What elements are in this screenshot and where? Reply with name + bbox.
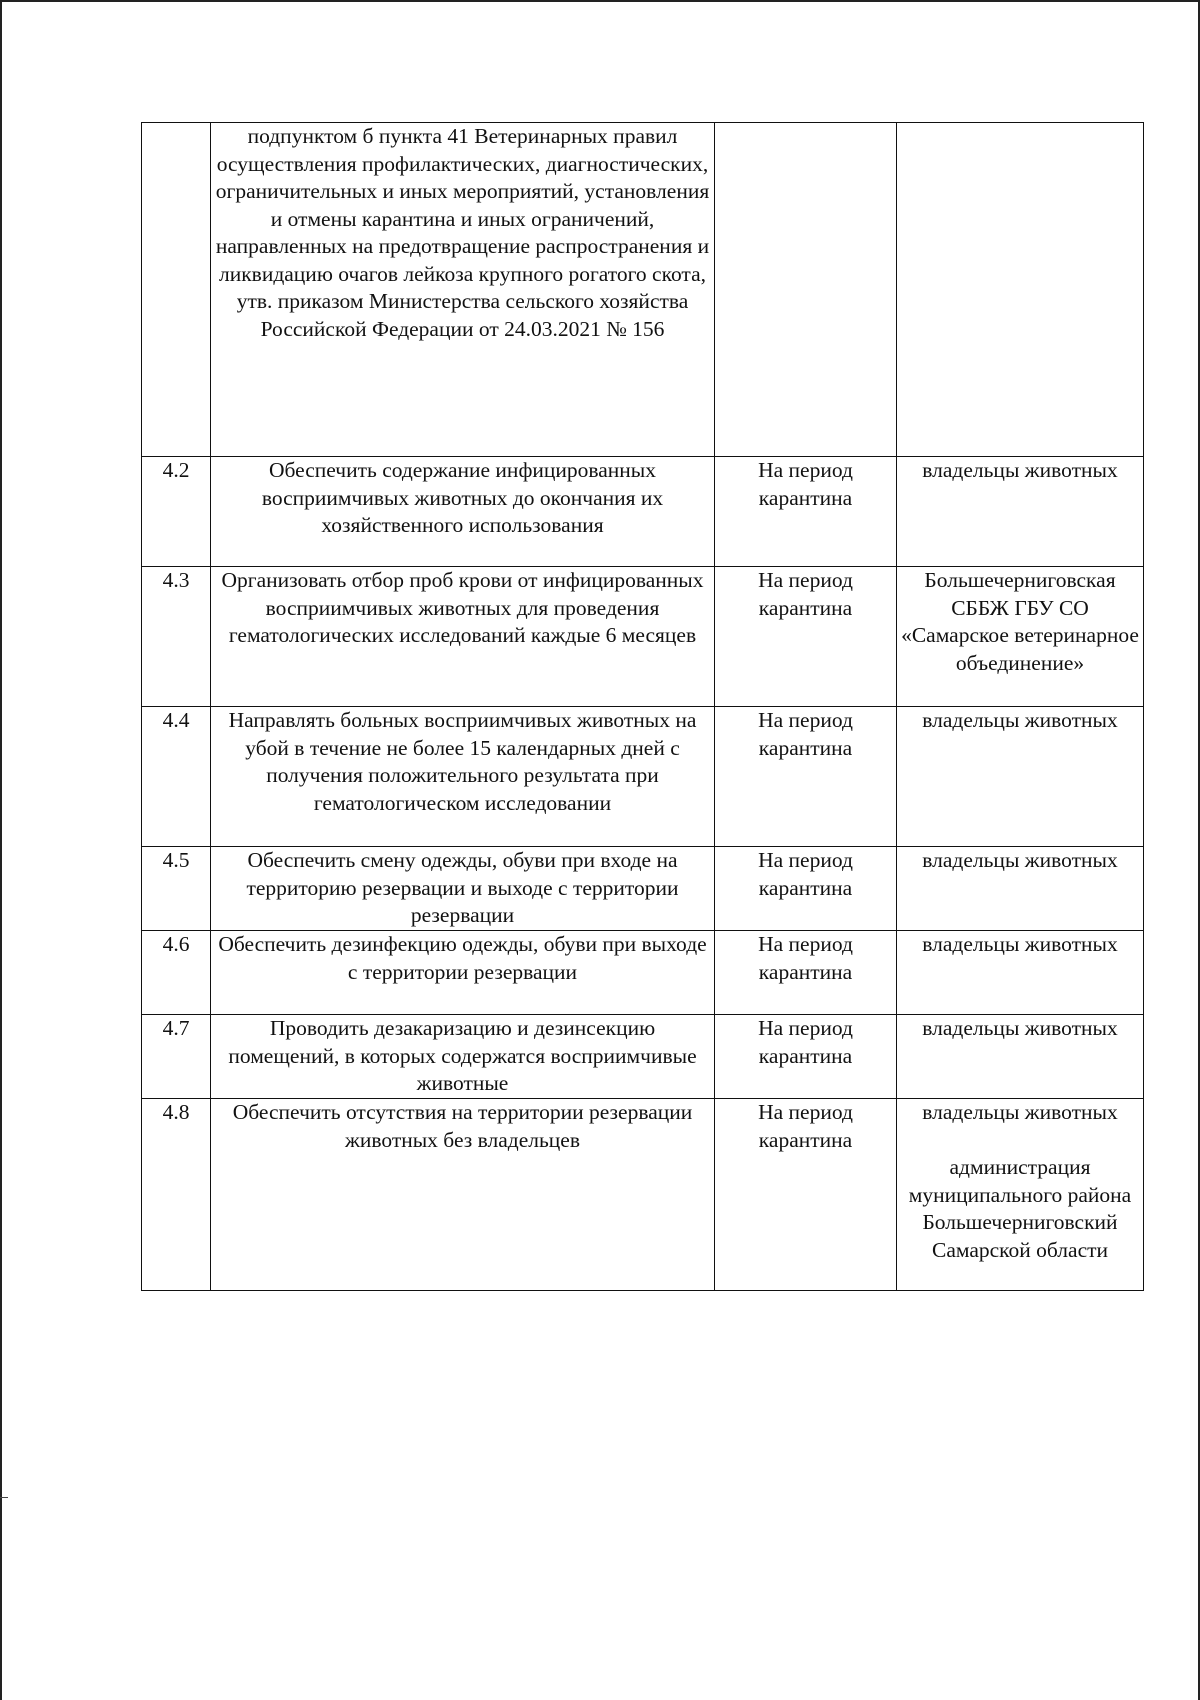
row-responsible-cell [897, 1099, 1144, 1291]
row-number: 4.3 [142, 567, 211, 707]
row-action: Направлять больных восприимчивых животных на убой в течение не более 15 календарных дней с получения положительного результата при гематологическом исследовании [211, 707, 715, 847]
row-number: 4.7 [142, 1015, 211, 1099]
row-responsible: Большечерниговская СББЖ ГБУ СО «Самарское ветеринарное объединение» [897, 567, 1144, 707]
row-responsible: владельцы животных [897, 847, 1144, 931]
row-responsible [897, 123, 1144, 457]
row-responsible: владельцы животных [897, 931, 1144, 1015]
table-row [142, 567, 1144, 707]
table-row [142, 931, 1144, 1015]
row-number: 4.8 [142, 1099, 211, 1291]
table-row [142, 1015, 1144, 1099]
row-number: 4.2 [142, 457, 211, 567]
row-term [715, 123, 897, 457]
row-term: На период карантина [715, 1015, 897, 1099]
row-number: 4.6 [142, 931, 211, 1015]
row-action: Обеспечить отсутствия на территории резервации животных без владельцев [211, 1099, 715, 1291]
table-row [142, 123, 1144, 457]
row-responsible: владельцы животных [897, 457, 1144, 567]
row-term: На период карантина [715, 567, 897, 707]
row-action: Обеспечить содержание инфицированных восприимчивых животных до окончания их хозяйственного использования [211, 457, 715, 567]
row-term: На период карантина [715, 931, 897, 1015]
table-row [142, 847, 1144, 931]
row-responsible: владельцы животных [922, 1100, 1118, 1124]
row-number: 4.4 [142, 707, 211, 847]
row-action: Организовать отбор проб крови от инфицированных восприимчивых животных для проведения гематологических исследований каждые 6 месяцев [211, 567, 715, 707]
row-number [142, 123, 211, 457]
row-term: На период карантина [715, 707, 897, 847]
row-term: На период карантина [715, 1099, 897, 1291]
table-row [142, 457, 1144, 567]
row-action: Обеспечить дезинфекцию одежды, обуви при выходе с территории резервации [211, 931, 715, 1015]
row-number: 4.5 [142, 847, 211, 931]
measures-table [141, 122, 1144, 1291]
row-action: подпунктом б пункта 41 Ветеринарных правил осуществления профилактических, диагностических, ограничительных и иных мероприятий, установления и отмены карантина и иных ограничений, направленных на предотвращение распространения и ликвидацию очагов лейкоза крупного рогатого скота, утв. приказом Министерства сельского хозяйства Российской Федерации от 24.03.2021 № 156 [211, 123, 715, 457]
scan-edge-left [0, 0, 2, 1700]
row-term: На период карантина [715, 457, 897, 567]
table-row [142, 707, 1144, 847]
row-action: Проводить дезакаризацию и дезинсекцию помещений, в которых содержатся восприимчивые животные [211, 1015, 715, 1099]
table-row [142, 1099, 1144, 1291]
scan-edge-top [0, 0, 1200, 2]
scan-mark [0, 1497, 8, 1498]
row-action: Обеспечить смену одежды, обуви при входе на территорию резервации и выходе с территории резервации [211, 847, 715, 931]
row-term: На период карантина [715, 847, 897, 931]
row-responsible: владельцы животных [897, 707, 1144, 847]
row-responsible: владельцы животных [897, 1015, 1144, 1099]
row-responsible-extra: администрация муниципального района Большечерниговский Самарской области [908, 1155, 1132, 1262]
